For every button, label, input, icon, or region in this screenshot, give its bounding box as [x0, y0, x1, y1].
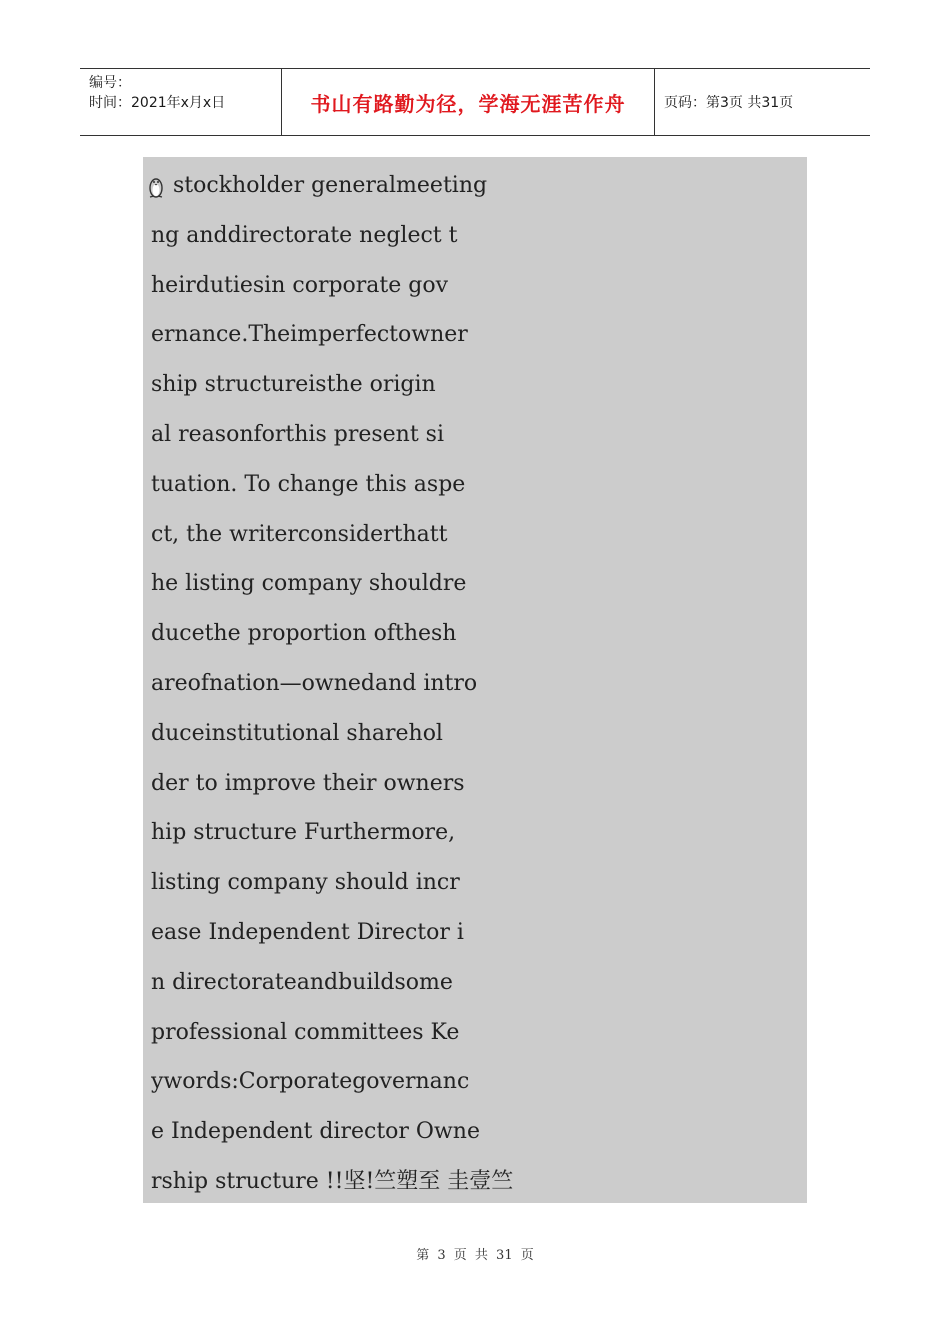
body-line: ng anddirectorate neglect t — [151, 222, 458, 248]
body-line: ywords:Corporategovernanc — [151, 1069, 470, 1095]
body-line: der to improve their owners — [151, 770, 465, 796]
page-footer: 第 3 页 共 31 页 — [416, 1248, 534, 1263]
header-motto-cell — [282, 69, 655, 135]
body-line: listing company should incr — [151, 870, 460, 896]
body-line: professional committees Ke — [151, 1019, 460, 1045]
header-page-info — [655, 69, 870, 135]
body-line: ernance.Theimperfectowner — [151, 322, 468, 348]
body-line: e Independent director Owne — [151, 1119, 480, 1145]
body-line: rship structure !!坚!竺塑至 圭壹竺 — [151, 1169, 514, 1194]
code-label: 编号： — [89, 75, 131, 91]
body-line: ct, the writerconsiderthatt — [151, 521, 448, 547]
body-line: hip structure Furthermore, — [151, 820, 456, 846]
body-line: he listing company shouldre — [151, 571, 467, 597]
header-meta — [80, 69, 282, 135]
body-line: areofnation—ownedand intro — [151, 671, 478, 696]
body-line: duceinstitutional sharehol — [151, 720, 443, 746]
body-line: ducethe proportion ofthesh — [151, 621, 457, 647]
penguin-icon — [147, 175, 165, 199]
body-line: heirdutiesin corporate gov — [151, 272, 449, 298]
body-line: tuation. To change this aspe — [151, 471, 466, 497]
page-header — [80, 68, 870, 136]
time-label: 时间：2021年x月x日 — [89, 95, 226, 111]
body-line: n directorateandbuildsome — [151, 969, 453, 995]
body-line: ship structureisthe origin — [151, 372, 436, 398]
motto-text: 书山有路勤为径，学海无涯苦作舟 — [310, 91, 626, 116]
page-info-text: 页码：第3页 共31页 — [664, 95, 794, 111]
body-line: al reasonforthis present si — [151, 422, 444, 447]
body-line: ease Independent Director i — [151, 920, 464, 945]
body-text-panel — [143, 157, 807, 1203]
body-line: stockholder generalmeeting — [173, 173, 488, 198]
